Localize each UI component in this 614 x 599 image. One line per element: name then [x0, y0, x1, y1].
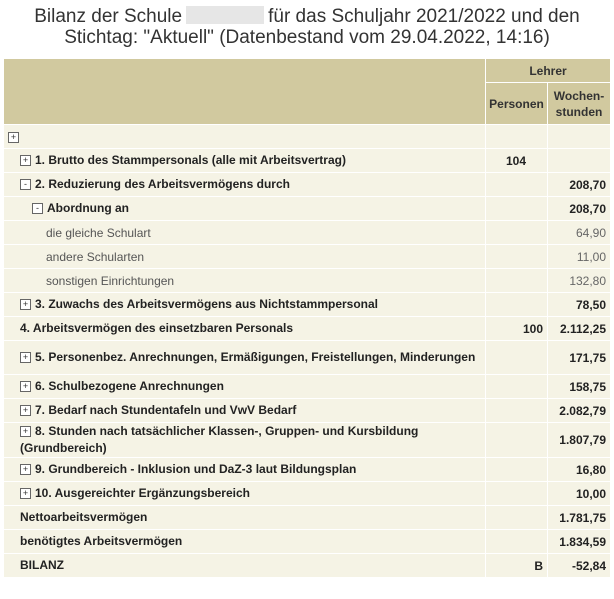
header-wochenstunden-line2: stunden [555, 104, 603, 119]
row-label: 7. Bedarf nach Stundentafeln und VwV Bedarf [35, 403, 297, 417]
title-line2: Stichtag: "Aktuell" (Datenbestand vom 29.04.2022, 14:16) [64, 27, 550, 48]
row-label: die gleiche Schulart [4, 221, 486, 245]
table-row [4, 221, 611, 245]
stunden-cell: 2.082,79 [548, 399, 611, 423]
row-label: Abordnung an [47, 201, 129, 215]
personen-cell [486, 458, 548, 482]
header-wochenstunden [548, 83, 611, 125]
row-label: 3. Zuwachs des Arbeitsvermögens aus Nichtstammpersonal [35, 297, 379, 311]
title-part1: Bilanz der Schule [34, 6, 183, 27]
table-row [4, 341, 611, 375]
row-label: 9. Grundbereich - Inklusion und DaZ-3 laut Bildungsplan [35, 462, 357, 476]
bilanz-table [3, 58, 611, 578]
personen-cell: 100 [486, 317, 548, 341]
personen-cell [486, 423, 548, 458]
table-row [4, 458, 611, 482]
table-row [4, 317, 611, 341]
row-label: sonstigen Einrichtungen [4, 269, 486, 293]
personen-cell [486, 245, 548, 269]
personen-cell [486, 197, 548, 221]
row-label: 2. Reduzierung des Arbeitsvermögens durch [35, 177, 290, 191]
table-row [4, 399, 611, 423]
personen-cell [486, 482, 548, 506]
stunden-cell: 1.807,79 [548, 423, 611, 458]
row-label: 8. Stunden nach tatsächlicher Klassen-, Gruppen- und Kursbildung (Grundbereich) [20, 424, 419, 455]
table-row [4, 197, 611, 221]
personen-cell [486, 530, 548, 554]
title-part2: für das Schuljahr 2021/2022 und den [268, 6, 580, 27]
personen-cell [486, 221, 548, 245]
stunden-cell: 132,80 [548, 269, 611, 293]
row-label: 1. Brutto des Stammpersonals (alle mit Arbeitsvertrag) [35, 153, 346, 167]
personen-cell: 104 [486, 149, 548, 173]
stunden-cell: 11,00 [548, 245, 611, 269]
root-personen [486, 125, 548, 149]
row-label: andere Schularten [4, 245, 486, 269]
stunden-cell: 2.112,25 [548, 317, 611, 341]
table-row [4, 173, 611, 197]
stunden-cell: 10,00 [548, 482, 611, 506]
row-label: 5. Personenbez. Anrechnungen, Ermäßigungen, Freistellungen, Minderungen [35, 350, 476, 364]
collapse-toggle-icon[interactable]: - [32, 203, 43, 214]
table-row [4, 375, 611, 399]
stunden-cell: 1.834,59 [548, 530, 611, 554]
table-row [4, 269, 611, 293]
table-row [4, 554, 611, 578]
expand-toggle-icon[interactable]: + [20, 155, 31, 166]
header-label-column [4, 59, 486, 125]
stunden-cell: 158,75 [548, 375, 611, 399]
stunden-cell: 16,80 [548, 458, 611, 482]
table-row [4, 245, 611, 269]
stunden-cell: 208,70 [548, 197, 611, 221]
table-row [4, 482, 611, 506]
stunden-cell: 208,70 [548, 173, 611, 197]
stunden-cell: 171,75 [548, 341, 611, 375]
row-label: BILANZ [20, 558, 64, 572]
personen-cell [486, 269, 548, 293]
stunden-cell: 1.781,75 [548, 506, 611, 530]
personen-cell [486, 375, 548, 399]
row-label: 6. Schulbezogene Anrechnungen [35, 379, 224, 393]
table-row [4, 506, 611, 530]
stunden-cell: 78,50 [548, 293, 611, 317]
row-label: 4. Arbeitsvermögen des einsetzbaren Personals [20, 321, 293, 335]
table-row [4, 423, 611, 458]
table-row [4, 149, 611, 173]
collapse-toggle-icon[interactable]: - [20, 179, 31, 190]
header-personen: Personen [486, 83, 548, 125]
stunden-cell: -52,84 [548, 554, 611, 578]
header-lehrer: Lehrer [486, 59, 611, 83]
expand-toggle-icon[interactable]: + [20, 381, 31, 392]
expand-toggle-icon[interactable]: + [20, 352, 31, 363]
row-label: benötigtes Arbeitsvermögen [20, 534, 183, 548]
row-label: 10. Ausgereichter Ergänzungsbereich [35, 486, 250, 500]
expand-toggle-icon[interactable]: + [20, 299, 31, 310]
row-label: Nettoarbeitsvermögen [20, 510, 148, 524]
expand-toggle-icon[interactable]: + [8, 132, 19, 143]
personen-cell [486, 173, 548, 197]
personen-cell [486, 293, 548, 317]
personen-cell [486, 506, 548, 530]
table-row [4, 293, 611, 317]
personen-cell: B [486, 554, 548, 578]
stunden-cell [548, 149, 611, 173]
expand-toggle-icon[interactable]: + [20, 488, 31, 499]
table-row [4, 530, 611, 554]
personen-cell [486, 399, 548, 423]
root-stunden [548, 125, 611, 149]
root-row [4, 125, 486, 149]
expand-toggle-icon[interactable]: + [20, 464, 31, 475]
header-wochenstunden-line1: Wochen- [553, 88, 605, 103]
page-title [0, 0, 614, 48]
expand-toggle-icon[interactable]: + [20, 405, 31, 416]
redacted-school-name [186, 6, 264, 24]
stunden-cell: 64,90 [548, 221, 611, 245]
expand-toggle-icon[interactable]: + [20, 426, 31, 437]
personen-cell [486, 341, 548, 375]
